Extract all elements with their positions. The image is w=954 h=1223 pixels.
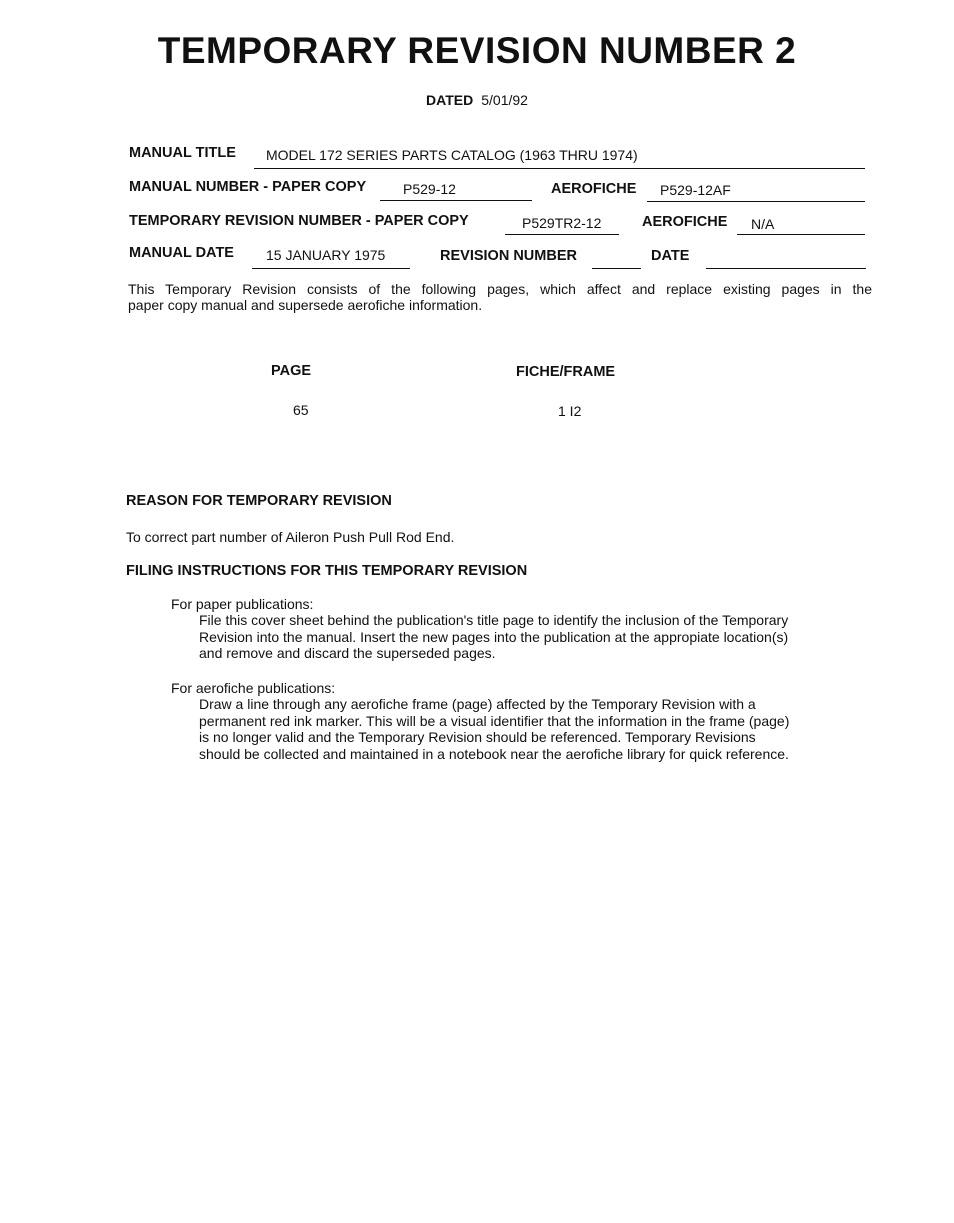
manual-number-label: MANUAL NUMBER - PAPER COPY [129,179,367,195]
aerofiche-underline-1 [647,201,865,202]
reason-text: To correct part number of Aileron Push Pull Rod End. [126,529,455,545]
manual-title-underline [254,168,865,169]
intro-line-1: This Temporary Revision consists of the following pages, which affect and replace existing pages in the [128,281,872,297]
date-label: DATE [651,248,690,264]
manual-date-value: 15 JANUARY 1975 [266,247,386,263]
revision-number-label: REVISION NUMBER [440,248,577,264]
paper-instructions [199,612,788,662]
aerofiche-instructions [199,696,789,762]
aerofiche-line-3: is no longer valid and the Temporary Revision should be referenced. Temporary Revisions [199,729,756,745]
dated-value: 5/01/92 [481,92,528,108]
filing-heading: FILING INSTRUCTIONS FOR THIS TEMPORARY REVISION [126,563,528,579]
aerofiche-line-4: should be collected and maintained in a notebook near the aerofiche library for quick reference. [199,745,789,762]
manual-number-value: P529-12 [403,181,456,197]
table-header-page: PAGE [271,363,312,379]
manual-title-label: MANUAL TITLE [129,145,236,161]
aerofiche-value-1: P529-12AF [660,182,731,198]
intro-line-2: paper copy manual and supersede aerofiche information. [128,297,483,313]
tr-number-value: P529TR2-12 [522,215,602,231]
tr-number-label: TEMPORARY REVISION NUMBER - PAPER COPY [129,213,469,229]
table-cell-page: 65 [293,402,309,418]
paper-line-2: Revision into the manual. Insert the new pages into the publication at the appropiate location(s) [199,628,789,645]
dated-label: DATED [426,92,474,108]
manual-date-underline [252,268,410,269]
manual-number-underline [380,200,532,201]
aerofiche-underline-2 [737,234,865,235]
table-cell-fiche-frame: 1 I2 [558,403,582,419]
aerofiche-label-2: AEROFICHE [642,214,728,230]
manual-date-label: MANUAL DATE [129,245,234,261]
document-title: TEMPORARY REVISION NUMBER 2 [157,30,797,71]
paper-publications-label: For paper publications: [171,596,314,612]
aerofiche-value-2: N/A [751,216,775,232]
reason-heading: REASON FOR TEMPORARY REVISION [126,493,392,509]
dated-row [0,92,954,108]
paper-line-3: and remove and discard the superseded pages. [199,645,496,661]
aerofiche-line-2: permanent red ink marker. This will be a visual identifier that the information in the frame (page) [199,712,790,729]
aerofiche-publications-label: For aerofiche publications: [171,680,336,696]
tr-number-underline [505,234,619,235]
aerofiche-line-1: Draw a line through any aerofiche frame (page) affected by the Temporary Revision with a [199,696,756,712]
aerofiche-label-1: AEROFICHE [551,181,637,197]
date-underline [706,268,866,269]
manual-title-value: MODEL 172 SERIES PARTS CATALOG (1963 THRU 1974) [266,147,638,163]
paper-line-1: File this cover sheet behind the publication's title page to identify the inclusion of the Temporary [199,612,789,628]
revision-number-underline [592,268,641,269]
table-header-fiche-frame: FICHE/FRAME [516,364,616,380]
